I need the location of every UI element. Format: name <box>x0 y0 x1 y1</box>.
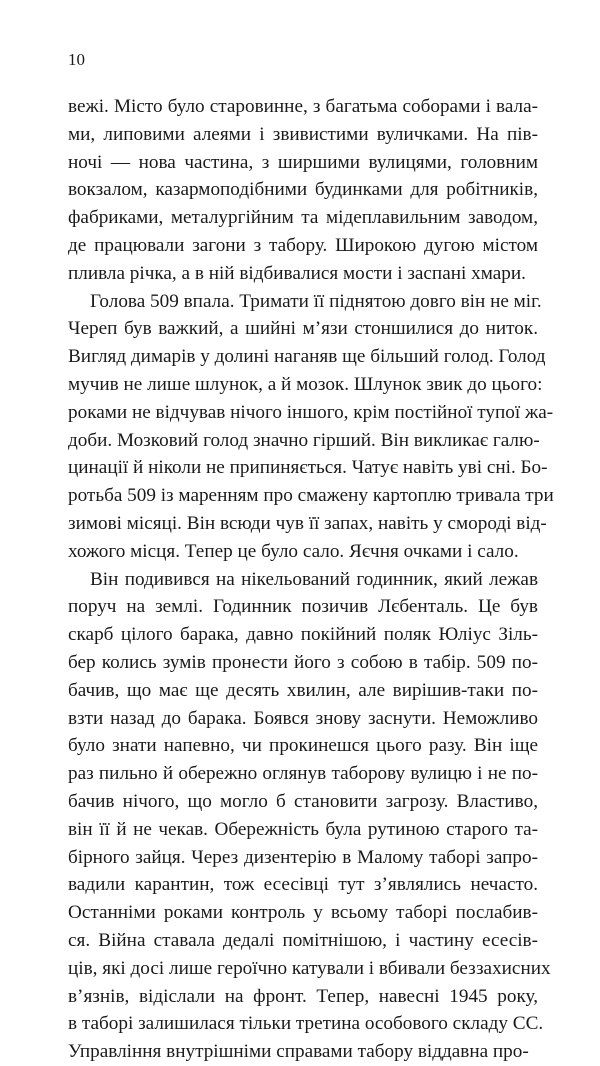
text-line: фабриками, металургійним та мідеплавильним заводом, <box>68 207 538 229</box>
text-line: ночі — нова частина, з ширшими вулицями, головним <box>68 151 538 173</box>
text-line: взти назад до барака. Боявся знову заснути. Неможливо <box>68 707 538 729</box>
paragraph <box>68 288 554 566</box>
text-line: Він подивився на нікельований годинник, який лежав <box>90 568 538 590</box>
text-line: поруч на землі. Годинник позичив Лєбенталь. Це був <box>68 596 538 618</box>
text-line: ців, які досі лише героїчно катували і вбивали беззахисних <box>68 957 551 979</box>
text-line: раз пильно й обережно оглянув таборову вулицю і не по- <box>68 763 538 785</box>
text-line: мучив не лише шлунок, а й мозок. Шлунок звик до цього: <box>68 373 543 395</box>
text-line: вадили карантин, тож есесівці тут з’являлись нечасто. <box>68 874 538 896</box>
text-line: ротьба 509 із маренням про смажену картоплю тривала три <box>68 485 554 507</box>
text-line: хожого місця. Тепер це було сало. Яєчня очками і сало. <box>68 540 519 562</box>
text-line: він її й не чекав. Обережність була рутиною старого та- <box>68 818 538 840</box>
text-line: в таборі залишилася тільки третина особового складу СС. <box>68 1013 544 1035</box>
text-line: було знати напевно, чи прокинешся цього разу. Він іще <box>68 735 538 757</box>
text-line: бачив нічого, що могло б становити загрозу. Властиво, <box>68 790 538 812</box>
text-line: Вигляд димарів у долині наганяв ще більший голод. Голод <box>68 346 546 368</box>
text-line: скарб цілого барака, давно покійний поляк Юліус Зіль- <box>68 624 538 646</box>
text-line: вокзалом, казармоподібними будинками для робітників, <box>68 179 538 201</box>
page-number: 10 <box>68 50 85 69</box>
text-line: бер колись зумів пронести його з собою в табір. 509 по- <box>68 651 538 673</box>
text-line: бірного зайця. Через дизентерію в Малому таборі запро- <box>68 846 538 868</box>
body-text <box>68 93 554 1066</box>
text-line: Голова 509 впала. Тримати її піднятою довго він не міг. <box>90 290 542 312</box>
text-line: роками не відчував нічого іншого, крім постійної тупої жа- <box>68 401 554 423</box>
text-line: де працювали загони з табору. Широкою дугою містом <box>68 234 538 256</box>
text-line: пливла річка, а в ній відбивалися мости і заспані хмари. <box>68 262 526 284</box>
text-line: цинації й ніколи не припиняється. Чатує навіть уві сні. Бо- <box>68 457 548 479</box>
text-line: Череп був важкий, а шийні м’язи стоншилися до ниток. <box>68 318 538 340</box>
text-line: ми, липовими алеями і звивистими вуличками. На пів- <box>68 123 538 145</box>
text-line: бачив, що має ще десять хвилин, але вирішив-таки по- <box>68 679 538 701</box>
text-line: Останніми роками контроль у всьому таборі послабив- <box>68 902 538 924</box>
paragraph <box>68 93 538 288</box>
paragraph <box>68 566 551 1066</box>
text-line: зимові місяці. Він всюди чув її запах, навіть у смороді від- <box>68 512 547 534</box>
text-line: ся. Війна ставала дедалі помітнішою, і частину есесів- <box>68 929 538 951</box>
text-line: доби. Мозковий голод значно гірший. Він викликає галю- <box>68 429 540 451</box>
text-line: вежі. Місто було старовинне, з багатьма соборами і вала- <box>68 96 538 117</box>
text-line: Управління внутрішніми справами табору віддавна про- <box>68 1041 529 1063</box>
text-line: в’язнів, відіслали на фронт. Тепер, навесні 1945 року, <box>68 985 538 1007</box>
